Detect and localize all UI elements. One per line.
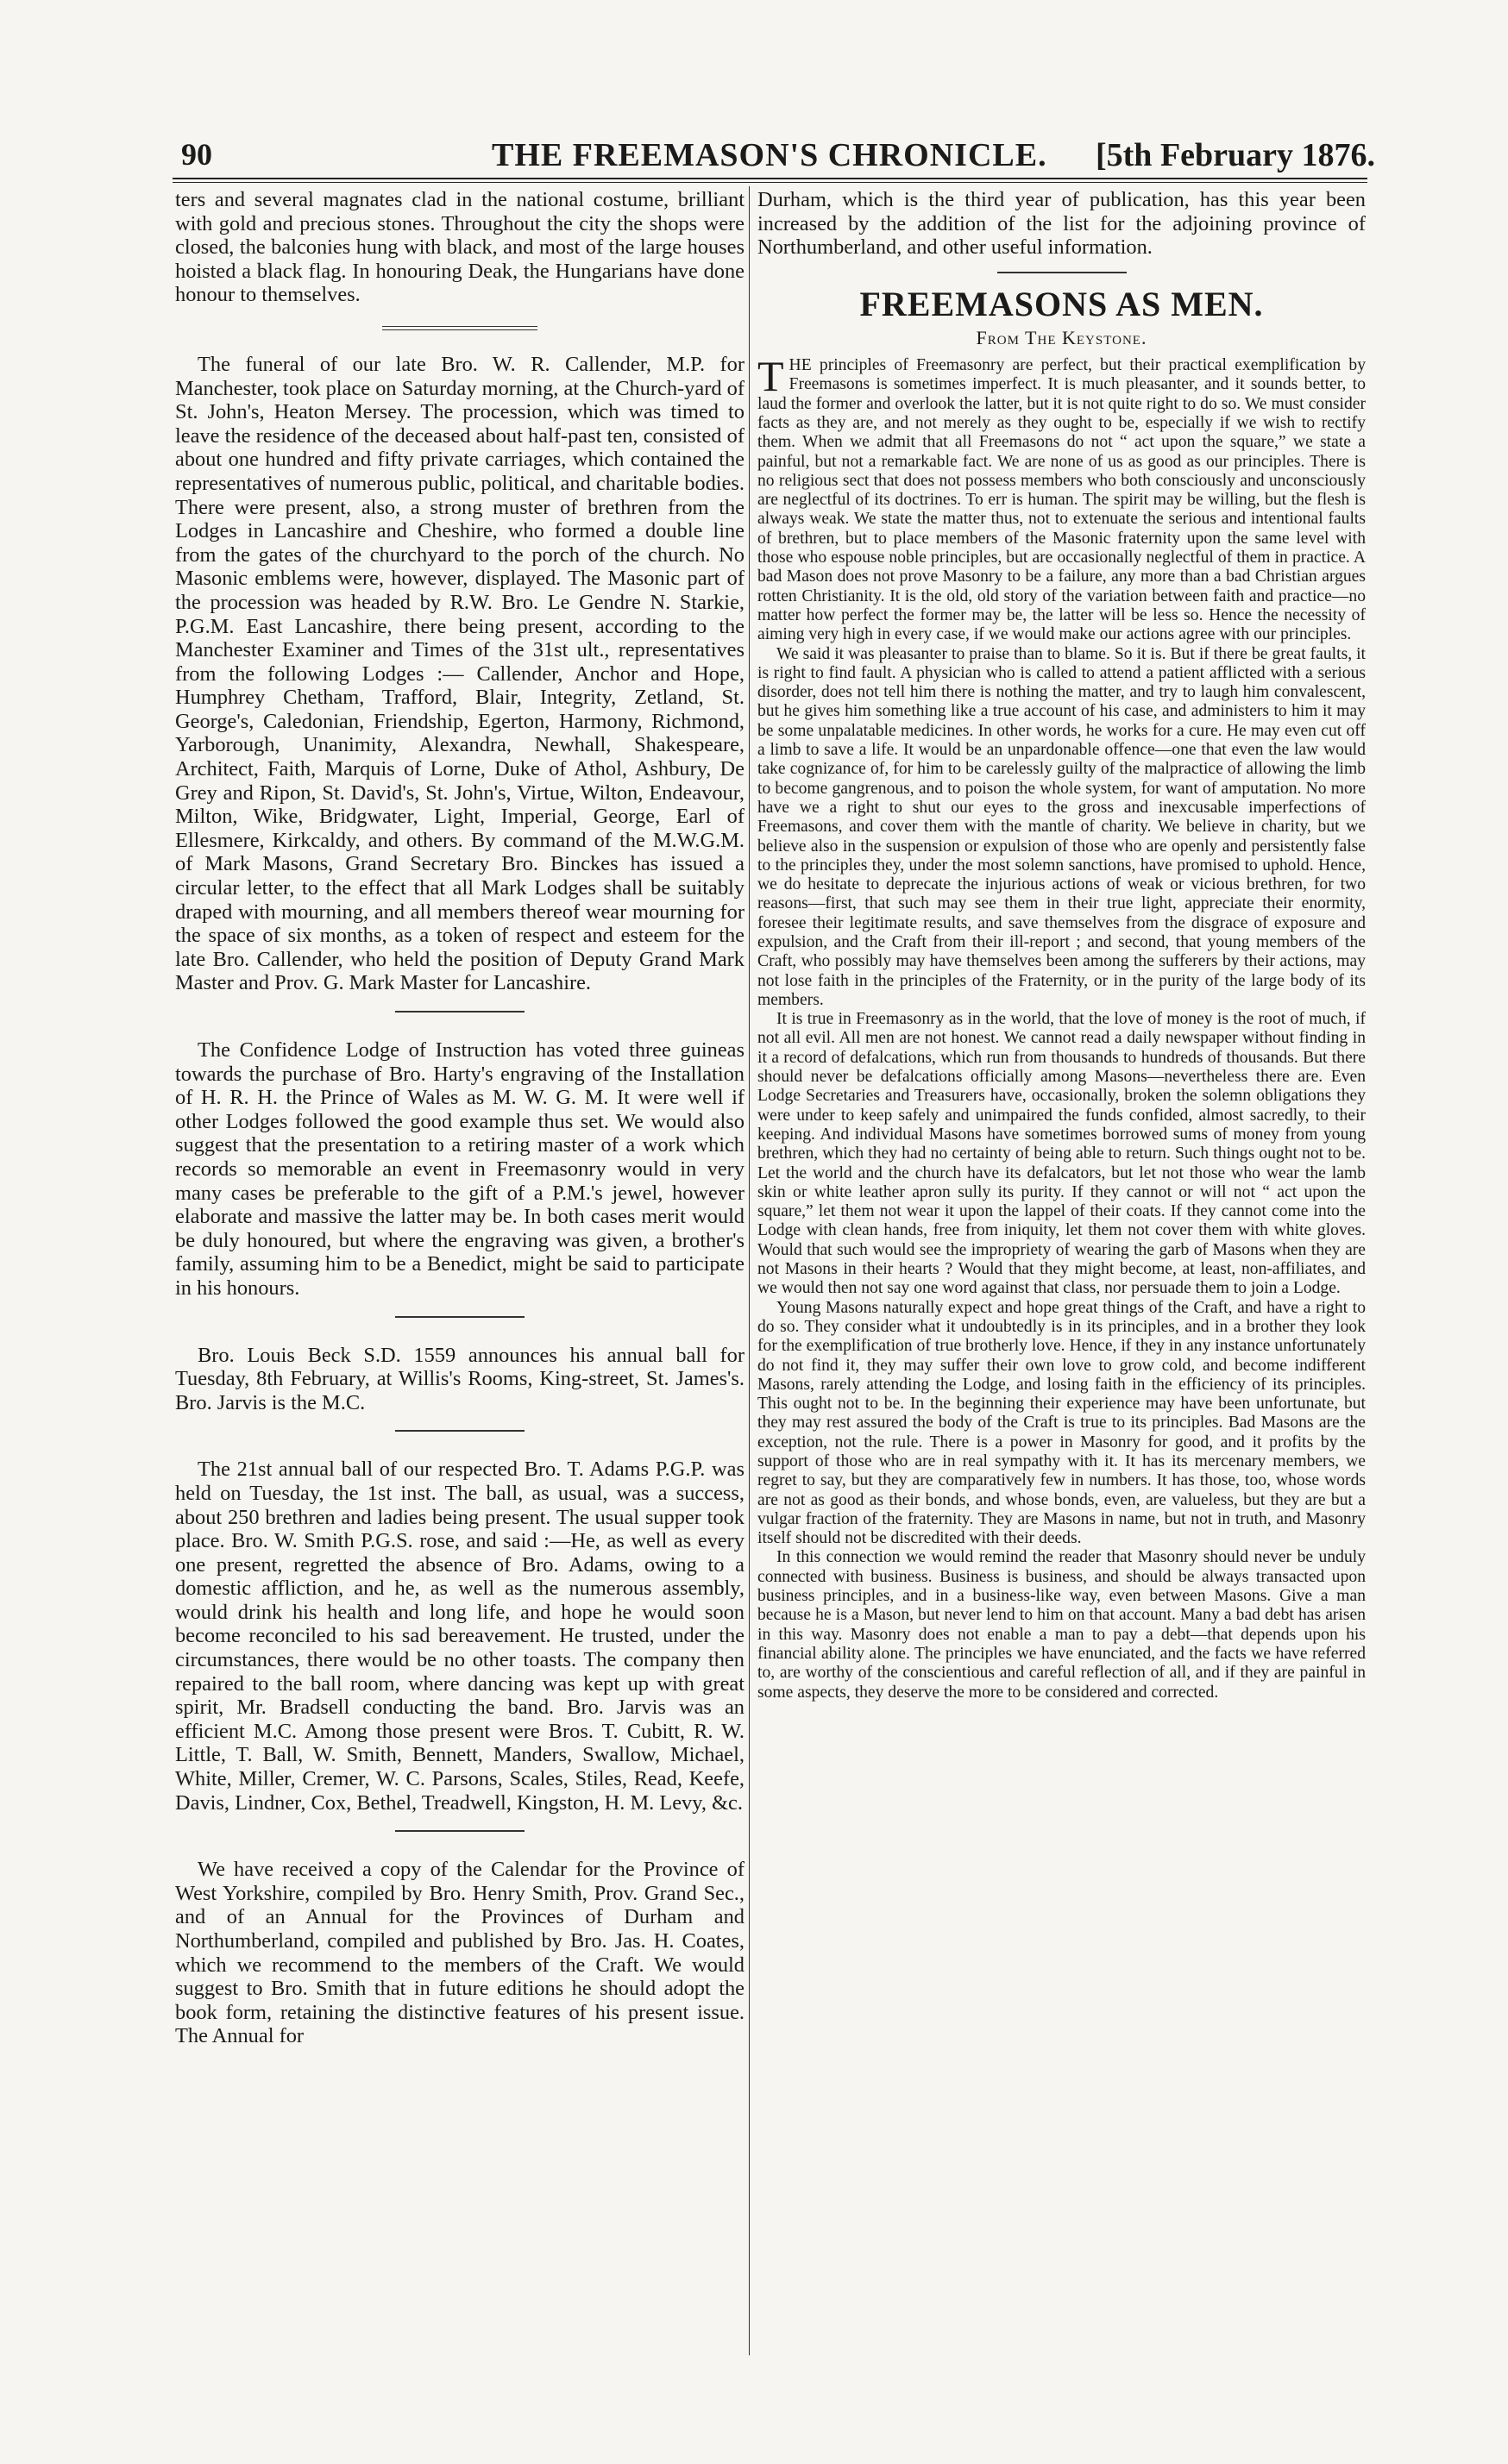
section-divider	[395, 1011, 525, 1013]
header-rule-thin	[173, 182, 1367, 183]
article-paragraph: ters and several magnates clad in the national costume, brilliant with gold and precious stones. Throughout the city the shops were closed, the balconies hung with black, and most of the large houses hoisted a black flag. In honouring Deak, the Hungarians have done honour to themselves.	[175, 188, 745, 307]
article-paragraph: Durham, which is the third year of publication, has this year been increased by the addition of the list for the adjoining province of Northumberland, and other useful information.	[757, 188, 1366, 260]
confidence-lodge-paragraph: The Confidence Lodge of Instruction has voted three guineas towards the purchase of Bro. Harty's engraving of the Installation of H. R. H. the Prince of Wales as M. W. G. M. It were well if other Lodges followed the good example thus set. We would also suggest that the presentation to a retiring master of a work which records so memorable an event in Freemasonry would in very many cases be preferable to the gift of a P.M.'s jewel, however elaborate and massive the latter may be. In both cases merit would be duly honoured, but where the engraving was given, a brother's family, assuming him to be a Benedict, might be said to participate in his honours.	[175, 1038, 745, 1300]
article-paragraph: It is true in Freemasonry as in the world, that the love of money is the root of much, if not all evil. All men are not honest. We cannot read a daily newspaper without finding in it a record of defalcations, which run from thousands to hundreds of thousands. But there should never be defalcations officially among Masons—nevertheless there are. Even Lodge Secretaries and Treasurers have, occasionally, broken the solemn obligations they were under to keep safely and unimpaired the funds confided, almost sacredly, to their keeping. And individual Masons have sometimes borrowed sums of money from young brethren, which they had no certainty of being able to return. Such things ought not to be. Let the world and the church have its defalcators, but let not those who wear the lamb skin or white leather apron sully its purity. If they cannot or will not “ act upon the square,” let them not wear it upon the lappel of their coats. If they cannot come into the Lodge with clean hands, free from iniquity, let them not cover them with white gloves. Would that such would see the impropriety of wearing the garb of Masons when they are not Masons in their hearts ? Would that they might become, at least, non-affiliates, and we would then not say one word against that class, nor persuade them to join a Lodge.	[757, 1010, 1366, 1298]
article-paragraph: In this connection we would remind the reader that Masonry should never be unduly connected with business. Business is business, and should be always transacted upon business principles, and in a business-like way, even between Masons. Give a man because he is a Mason, but never lend to him on that account. Many a bad debt has arisen in this way. Masonry does not enable a man to pay a debt—that depends upon his financial ability alone. The principles we have enunciated, and the facts we have referred to, are worthy of the conscientious and careful reflection of all, and if they are painful in some aspects, they deserve the more to be considered and corrected.	[757, 1548, 1366, 1702]
drop-cap: T	[757, 352, 784, 401]
paragraph-text: HE principles of Freemasonry are perfect, but their practical exemplification by Freemasons is sometimes imperfect. It is much pleasanter, and it sounds better, to laud the former and overlook the latter, but it is not quite right to do so. We must consider facts as they are, and not merely as they ought to be, especially if we wish to rectify them. When we admit that all Freemasons do not “ act upon the square,” we state a painful, but not a remarkable fact. We are none of us as good as our principles. There is no religious sect that does not possess members who both consciously and unconsciously are neglectful of its doctrines. To err is human. The spirit may be willing, but the flesh is always weak. We state the matter thus, not to extenuate the serious and intentional faults of brethren, but to place members of the Masonic fraternity upon the same level with those who espouse noble principles, but are occasionally neglectful of them in practice. A bad Mason does not prove Masonry to be a failure, any more than a bad Christian argues rotten Christianity. It is the old, old story of the variation between faith and practice—no matter how perfect the former may be, the latter will be less so. Hence the necessity of aiming very high in every case, if we would make our actions agree with our principles.	[757, 356, 1366, 644]
section-divider	[382, 326, 537, 330]
column-rule	[749, 186, 750, 2355]
newspaper-title: THE FREEMASON'S CHRONICLE.	[492, 137, 1047, 173]
section-divider	[997, 272, 1127, 273]
header-rule	[173, 178, 1367, 179]
article-title: FREEMASONS AS MEN.	[859, 284, 1264, 323]
article-paragraph: We said it was pleasanter to praise than to blame. So it is. But if there be great faults, it is right to find fault. A physician who is called to attend a patient afflicted with a serious disorder, does not tell him there is nothing the matter, and try to laugh him convalescent, but he gives him something like a true account of his case, and administers to him it may be some unpalatable medicines. In other words, he works for a cure. He may even cut off a limb to save a life. It would be an unpardonable offence—one that even the law would take cognizance of, for him to be carelessly guilty of the malpractice of allowing the limb to become gangrenous, and to poison the whole system, for want of amputation. No more have we a right to shut our eyes to the gross and inexcusable imperfections of Freemasons, and cover them with the mantle of charity. We believe in charity, but we believe also in the suspension or expulsion of those who are openly and persistently false to the principles they, under the most solemn sanctions, have promised to uphold. Hence, we do hesitate to deprecate the injurious actions of weak or vicious brethren, for two reasons—first, that such may see them in their true light, appreciate their enormity, foresee their legitimate results, and save themselves from the disgrace of exposure and expulsion, and the Craft from their ill-report ; and second, that young members of the Craft, who possibly may have themselves been among the sufferers by their actions, may not lose faith in the principles of the Fraternity, or in the purity of the large body of its members.	[757, 644, 1366, 1009]
issue-date: [5th February 1876.	[1096, 137, 1376, 173]
section-divider	[395, 1830, 525, 1832]
section-divider	[395, 1430, 525, 1432]
right-column	[757, 188, 1366, 1702]
adams-ball-paragraph: The 21st annual ball of our respected Bro. T. Adams P.G.P. was held on Tuesday, the 1st inst. The ball, as usual, was a success, about 250 brethren and ladies being present. The usual supper took place. Bro. W. Smith P.G.S. rose, and said :—He, as well as every one present, regretted the absence of Bro. Adams, owing to a domestic affliction, and he, as well as the numerous assembly, would drink his health and long life, and hope he would soon become reconciled to his sad bereavement. He trusted, under the circumstances, there would be no other toasts. The company then repaired to the ball room, where dancing was kept up with great spirit, Mr. Bradsell conducting the band. Bro. Jarvis was an efficient M.C. Among those present were Bros. T. Cubitt, R. W. Little, T. Ball, W. Smith, Bennett, Manders, Swallow, Michael, White, Miller, Cremer, W. C. Parsons, Scales, Stiles, Read, Keefe, Davis, Lindner, Cox, Bethel, Treadwell, Kingston, H. M. Levy, &c.	[175, 1458, 745, 1815]
left-column	[175, 188, 745, 2048]
callender-funeral-paragraph: The funeral of our late Bro. W. R. Callender, M.P. for Manchester, took place on Saturday morning, at the Church-yard of St. John's, Heaton Mersey. The procession, which was timed to leave the residence of the deceased about half-past ten, consisted of about one hundred and fifty private carriages, which contained the representatives of numerous public, political, and charitable bodies. There were present, also, a strong muster of brethren from the Lodges in Lancashire and Cheshire, who formed a double line from the gates of the churchyard to the porch of the church. No Masonic emblems were, however, displayed. The Masonic part of the procession was headed by R.W. Bro. Le Gendre N. Starkie, P.G.M. East Lancashire, there being present, according to the Manchester Examiner and Times of the 31st ult., representatives from the following Lodges :— Callender, Anchor and Hope, Humphrey Chetham, Trafford, Blair, Integrity, Zetland, St. George's, Caledonian, Friendship, Egerton, Harmony, Richmond, Yarborough, Unanimity, Alexandra, Newhall, Shakespeare, Architect, Faith, Marquis of Lorne, Duke of Athol, Ashbury, De Grey and Ripon, St. David's, St. John's, Virtue, Wilton, Endeavour, Milton, Wike, Bridgwater, Light, Imperial, George, Earl of Ellesmere, Kirkcaldy, and others. By command of the M.W.G.M. of Mark Masons, Grand Secretary Bro. Binckes has issued a circular letter, to the effect that all Mark Lodges shall be suitably draped with mourning, and all members thereof wear mourning for the space of six months, as a token of respect and esteem for the late Bro. Callender, who held the position of Deputy Grand Mark Master and Prov. G. Mark Master for Lancashire.	[175, 352, 745, 995]
article-paragraph	[757, 352, 1366, 644]
page-header	[173, 129, 1376, 174]
section-divider	[395, 1316, 525, 1318]
beck-ball-paragraph: Bro. Louis Beck S.D. 1559 announces his annual ball for Tuesday, 8th February, at Willis's Rooms, King-street, St. James's. Bro. Jarvis is the M.C.	[175, 1343, 745, 1414]
page-number: 90	[181, 137, 212, 172]
article-source: From The Keystone.	[976, 326, 1147, 348]
article-paragraph: Young Masons naturally expect and hope great things of the Craft, and have a right to do so. They consider what it undoubtedly is in its principles, and in a brother they look for the exemplification of true brotherly love. Hence, if they in any instance unfortunately do not find it, they may suffer their own love to grow cold, and become indifferent Masons, rarely attending the Lodge, and losing faith in the efficiency of its principles. This ought not to be. In the beginning their experience may have been unfortunate, but they may rest assured the body of the Craft is true to its principles. Bad Masons are the exception, not the rule. There is a power in Masonry for good, and it profits by the support of those who are in real sympathy with it. It has its mercenary members, we regret to say, but they are comparatively few in numbers. It has those, too, whose words are not as good as their bonds, and whose bonds, even, are valueless, but they are but a vulgar fraction of the fraternity. They are Masons in name, but not in truth, and Masonry itself should not be discredited with their deeds.	[757, 1298, 1366, 1548]
calendar-paragraph: We have received a copy of the Calendar for the Province of West Yorkshire, compiled by Bro. Henry Smith, Prov. Grand Sec., and of an Annual for the Provinces of Durham and Northumberland, compiled and published by Bro. Jas. H. Coates, which we recommend to the members of the Craft. We would suggest to Bro. Smith that in future editions he should adopt the book form, retaining the distinctive features of his present issue. The Annual for	[175, 1858, 745, 2048]
